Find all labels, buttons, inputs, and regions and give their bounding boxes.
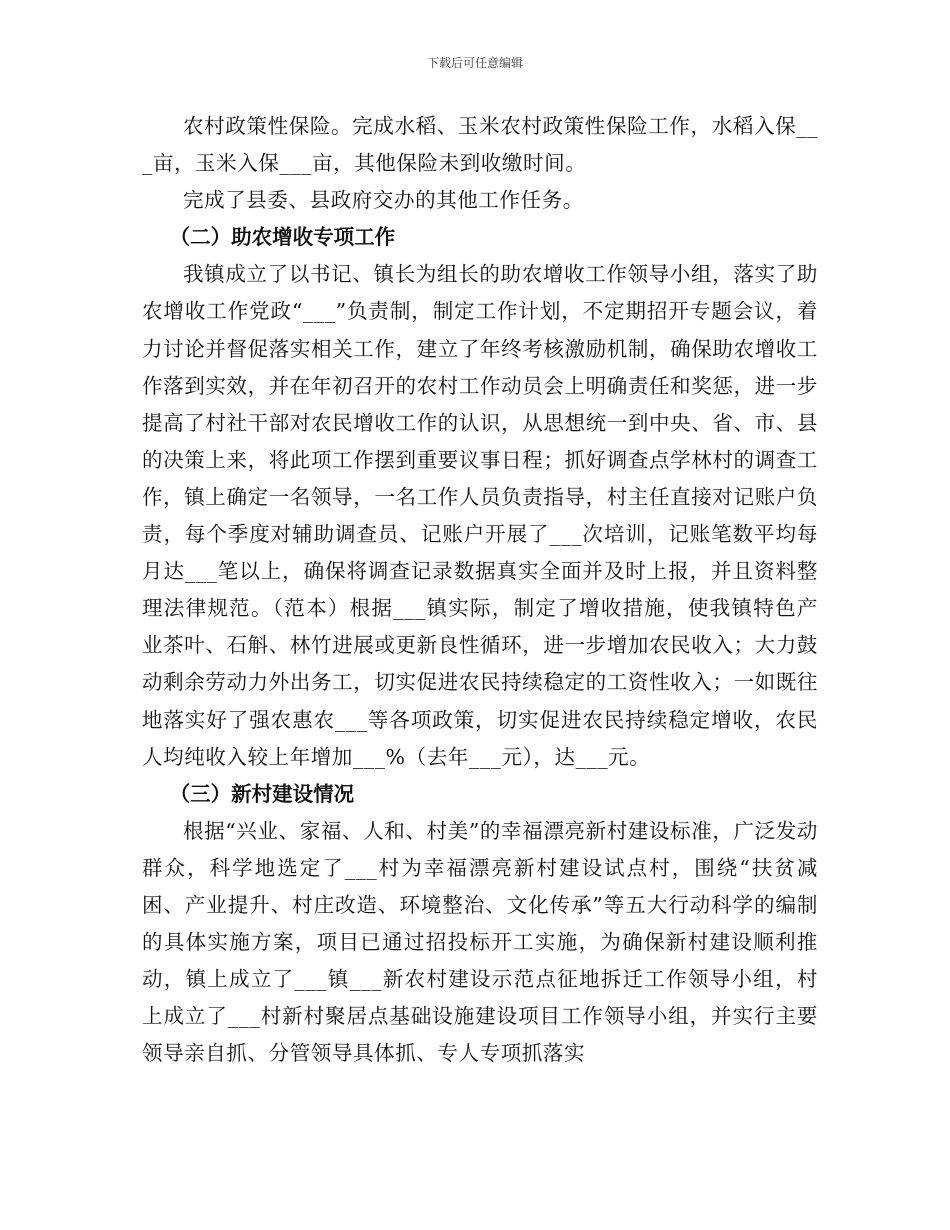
- section-heading-income: （二）助农增收专项工作: [169, 225, 396, 250]
- paragraph-income-work: 我镇成立了以书记、镇长为组长的助农增收工作领导小组，落实了助农增收工作党政“___”负责制，制定工作计划，不定期招开专题会议，着力讨论并督促落实相关工作，建立了年终考核激励机制，确保助农增收工作落到实效，并在年初召开的农村工作动员会上明确责任和奖惩，进一步提高了村社干部对农民增收工作的认识，从思想统一到中央、省、市、县的决策上来，将此项工作摆到重要议事日程；抓好调查点学林村的调查工作，镇上确定一名领导，一名工作人员负责指导，村主任直接对记账户负责，每个季度对辅助调查员、记账户开展了___次培训，记账笔数平均每月达___笔以上，确保将调查记录数据真实全面并及时上报，并且资料整理法律规范。（范本）根据___镇实际，制定了增收措施，使我镇特色产业茶叶、石斛、林竹进展或更新良性循环，进一步增加农民收入；大力鼓动剩余劳动力外出务工，切实促进农民持续稳定的工资性收入；一如既往地落实好了强农惠农___等各项政策，切实促进农民持续稳定增收，农民人均纯收入较上年增加___%（去年___元），达___元。: [142, 262, 818, 769]
- paragraph-insurance: 农村政策性保险。完成水稻、玉米农村政策性保险工作，水稻入保___亩，玉米入保___亩，其他保险未到收缴时间。: [142, 114, 818, 176]
- document-body: [142, 108, 818, 1072]
- paragraph-other-tasks: 完成了县委、县政府交办的其他工作任务。: [183, 188, 584, 213]
- section-heading-new-village: （三）新村建设情况: [169, 781, 355, 806]
- paragraph-new-village: 根据“兴业、家福、人和、村美”的幸福漂亮新村建设标准，广泛发动群众，科学地选定了___村为幸福漂亮新村建设试点村，围绕“扶贫减困、产业提升、村庄改造、环境整治、文化传承”等五大行动科学的编制的具体实施方案，项目已通过招投标开工实施，为确保新村建设顺利推动，镇上成立了___镇___新农村建设示范点征地拆迁工作领导小组，村上成立了___村新村聚居点基础设施建设项目工作领导小组，并实行主要领导亲自抓、分管领导具体抓、专人专项抓落实: [142, 818, 818, 1066]
- page-header: 下载后可任意编辑: [426, 56, 523, 70]
